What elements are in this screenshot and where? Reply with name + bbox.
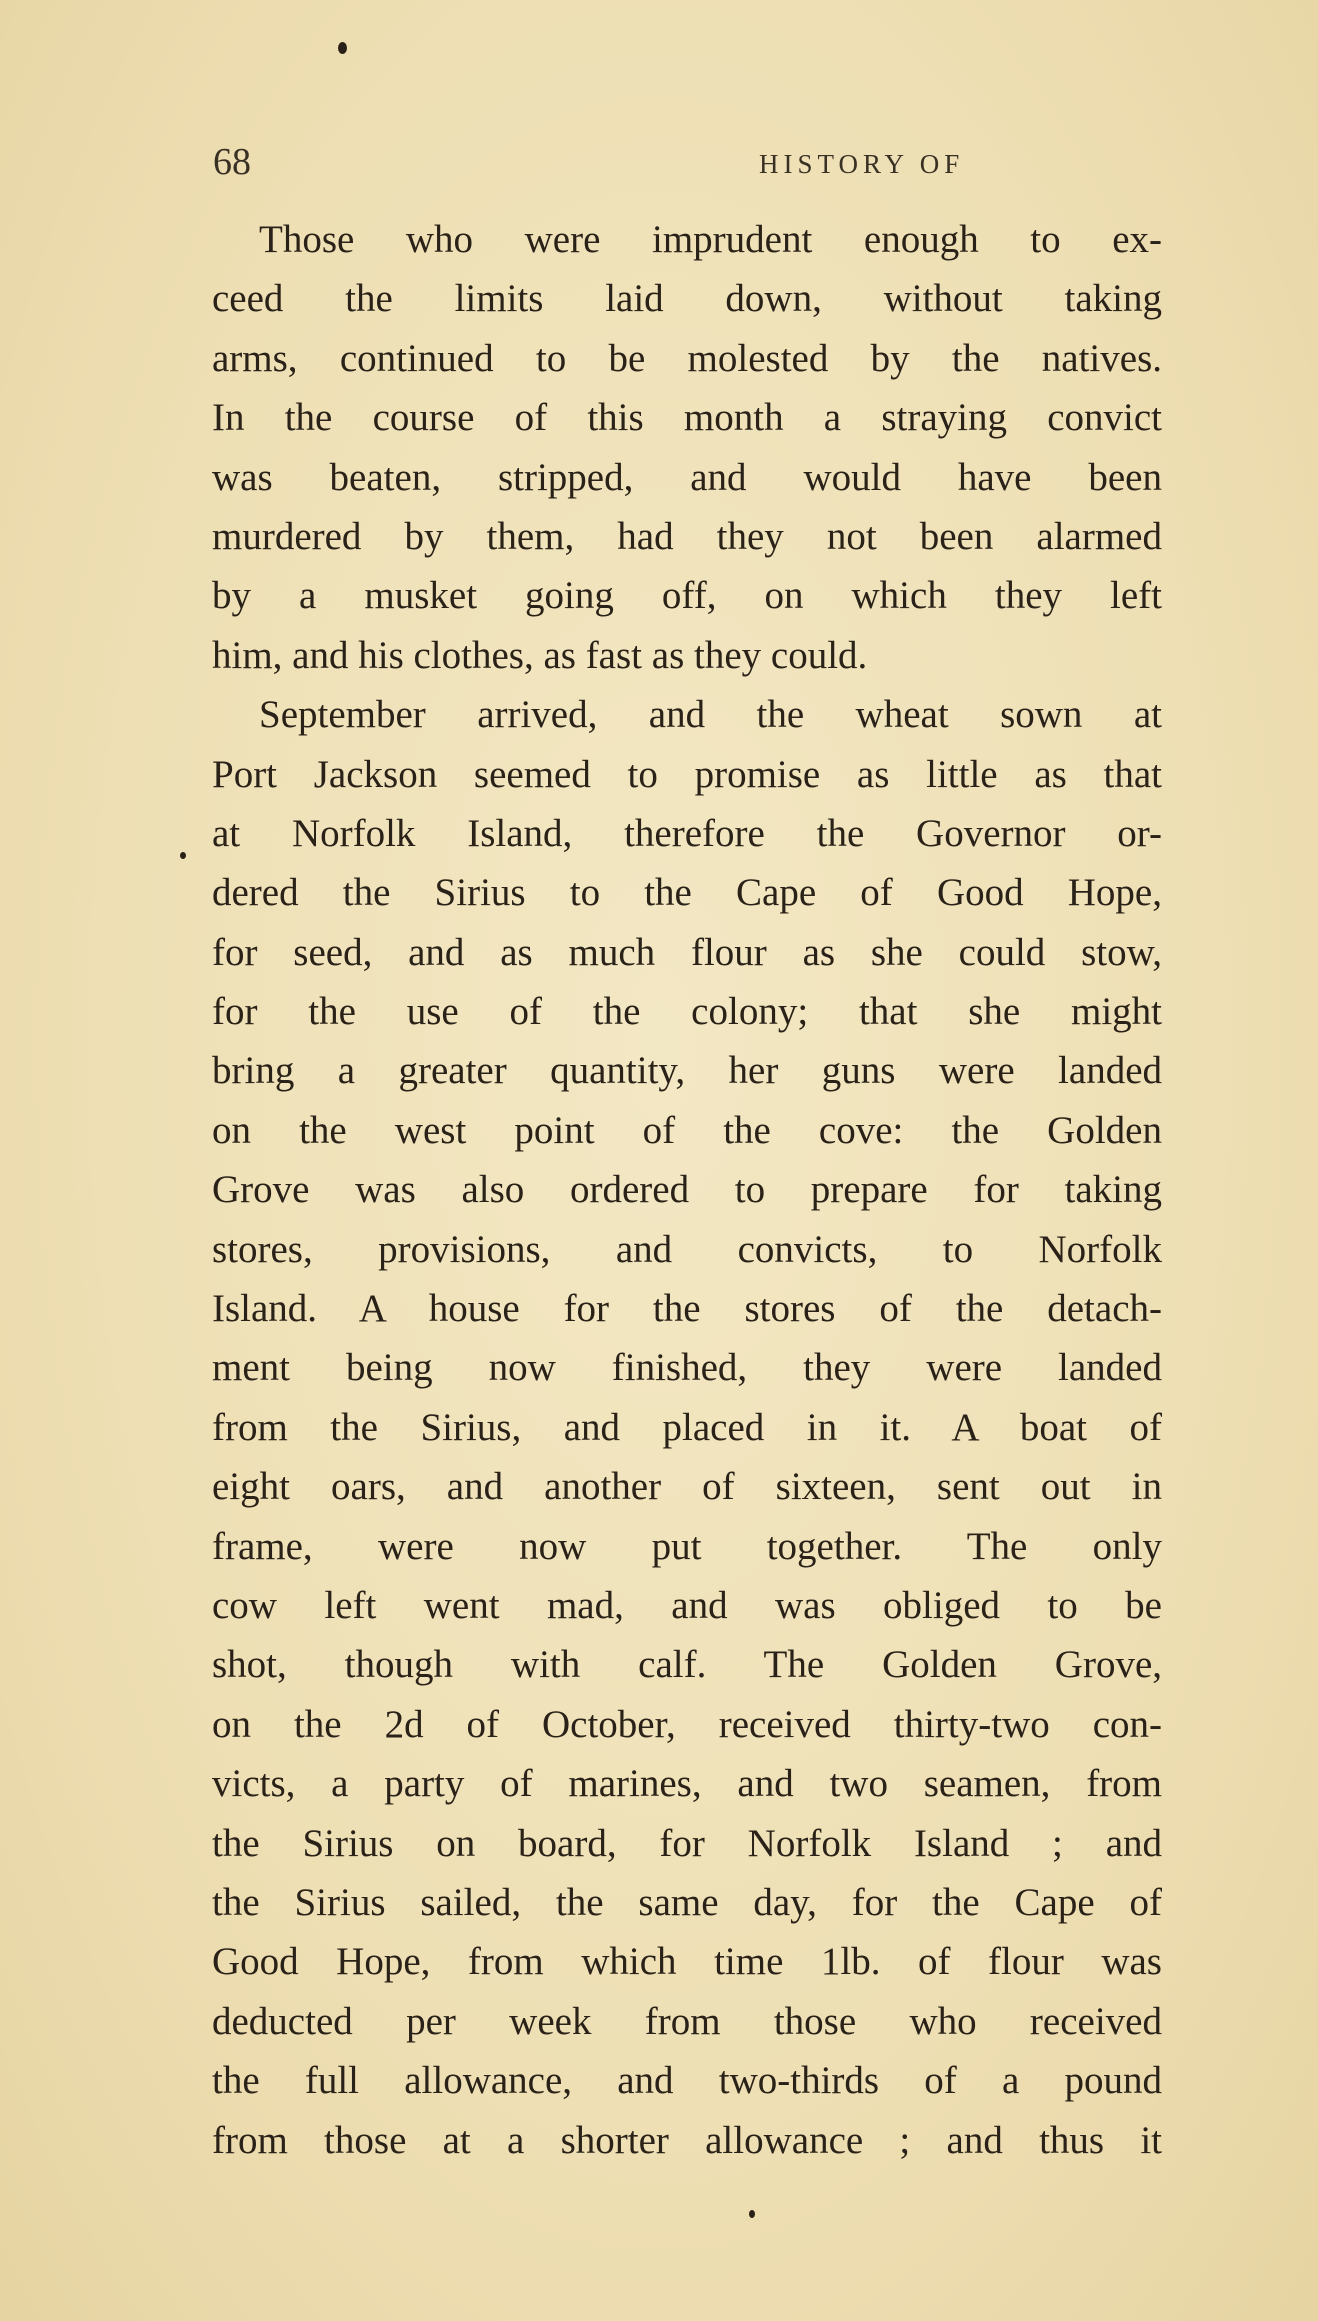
text-line: Those who were imprudent enough to ex- — [259, 218, 1162, 261]
text-line: Good Hope, from which time 1lb. of flour was — [212, 1940, 1162, 1984]
text-line: Grove was also ordered to prepare for taking — [212, 1168, 1162, 1212]
text-line: was beaten, stripped, and would have been — [212, 455, 1162, 499]
text-line: by a musket going off, on which they left — [212, 574, 1162, 618]
text-line: at Norfolk Island, therefore the Governor or- — [212, 811, 1162, 855]
ink-speck-bottom — [749, 2210, 755, 2218]
text-line: arms, continued to be molested by the natives. — [212, 336, 1162, 380]
text-line: September arrived, and the wheat sown at — [259, 693, 1162, 737]
text-line: cow left went mad, and was obliged to be — [212, 1583, 1162, 1627]
text-line: for seed, and as much flour as she could stow, — [212, 930, 1162, 974]
text-line: deducted per week from those who received — [212, 1999, 1162, 2043]
text-line: bring a greater quantity, her guns were landed — [212, 1049, 1162, 1093]
text-line: ment being now finished, they were landed — [212, 1346, 1162, 1390]
text-line: frame, were now put together. The only — [212, 1524, 1162, 1568]
text-line: eight oars, and another of sixteen, sent out in — [212, 1465, 1162, 1509]
ink-speck-margin — [180, 852, 186, 859]
text-line: him, and his clothes, as fast as they could. — [212, 633, 868, 677]
text-line: victs, a party of marines, and two seamen, from — [212, 1762, 1162, 1806]
text-line: on the 2d of October, received thirty-two con- — [212, 1702, 1162, 1746]
text-line: In the course of this month a straying convict — [212, 396, 1162, 440]
text-line: Island. A house for the stores of the detach- — [212, 1287, 1162, 1331]
text-line: dered the Sirius to the Cape of Good Hope, — [212, 871, 1162, 915]
page-number: 68 — [213, 141, 251, 183]
body-text — [212, 210, 1162, 2170]
text-line: the Sirius on board, for Norfolk Island ; and — [212, 1821, 1162, 1865]
text-line: Port Jackson seemed to promise as little as that — [212, 752, 1162, 796]
text-line: the Sirius sailed, the same day, for the Cape of — [212, 1880, 1162, 1924]
text-line: on the west point of the cove: the Golden — [212, 1108, 1162, 1152]
text-line: from the Sirius, and placed in it. A boat of — [212, 1405, 1162, 1449]
text-line: for the use of the colony; that she might — [212, 990, 1162, 1034]
ink-speck-top — [338, 42, 347, 54]
text-line: murdered by them, had they not been alarmed — [212, 514, 1162, 558]
text-line: ceed the limits laid down, without taking — [212, 277, 1162, 321]
text-line: from those at a shorter allowance ; and thus it — [212, 2118, 1162, 2162]
text-line: stores, provisions, and convicts, to Norfolk — [212, 1227, 1162, 1271]
text-line: shot, though with calf. The Golden Grove, — [212, 1643, 1162, 1687]
text-line: the full allowance, and two-thirds of a pound — [212, 2059, 1162, 2103]
running-head: HISTORY OF — [759, 149, 965, 179]
page-header — [213, 140, 1173, 184]
